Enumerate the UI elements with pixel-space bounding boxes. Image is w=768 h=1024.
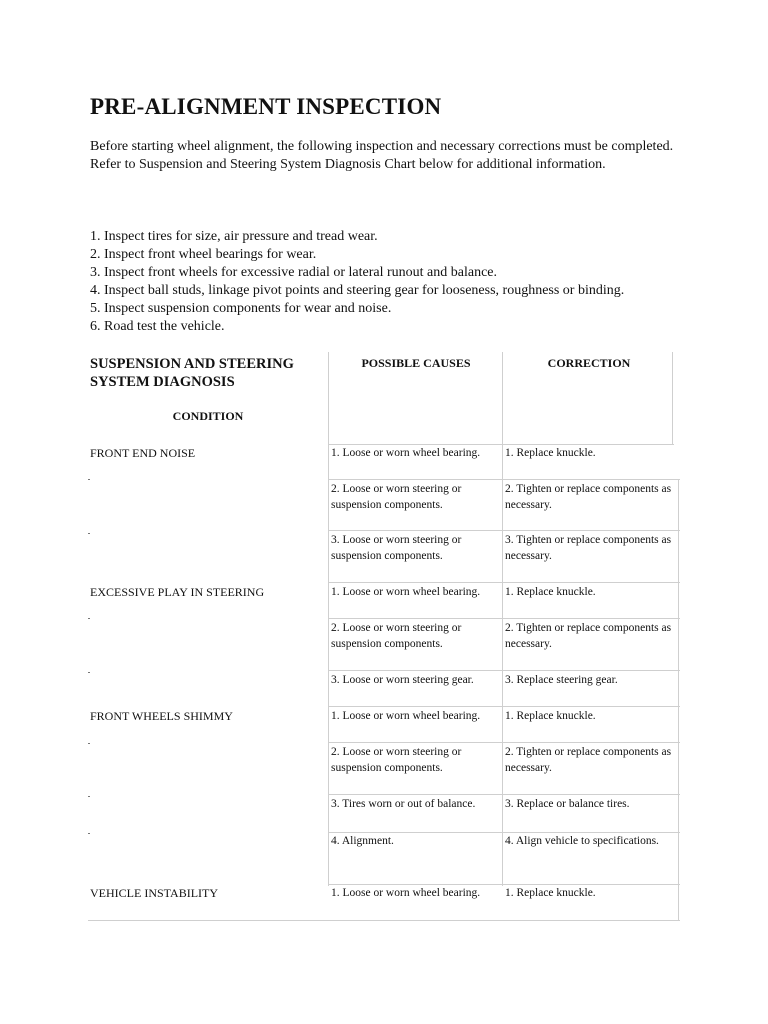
intro-paragraph: Before starting wheel alignment, the following inspection and necessary corrections must be completed. Refer to Suspension and Steering System Diagnosis Chart below for additional information. bbox=[90, 139, 674, 172]
condition-front-wheels-shimmy: FRONT WHEELS SHIMMY bbox=[90, 709, 233, 723]
table-cell-correction: 3. Replace steering gear. bbox=[505, 674, 618, 686]
table-divider bbox=[328, 706, 680, 707]
table-cell-correction: 1. Replace knuckle. bbox=[505, 447, 596, 459]
condition-vehicle-instability: VEHICLE INSTABILITY bbox=[90, 886, 219, 900]
table-title: SUSPENSION AND STEERING SYSTEM DIAGNOSIS bbox=[90, 356, 294, 390]
condition-front-end-noise: FRONT END NOISE bbox=[90, 446, 196, 460]
table-tick bbox=[88, 833, 90, 834]
table-cell-cause: 1. Loose or worn wheel bearing. bbox=[331, 447, 481, 459]
table-divider bbox=[678, 480, 679, 920]
table-divider bbox=[328, 742, 680, 743]
column-header-causes: POSSIBLE CAUSES bbox=[361, 356, 471, 370]
list-item: 1. Inspect tires for size, air pressure and tread wear. bbox=[90, 229, 378, 244]
table-tick bbox=[88, 618, 90, 619]
list-item: 4. Inspect ball studs, linkage pivot points and steering gear for looseness, roughness or binding. bbox=[90, 283, 625, 298]
table-cell-cause: 1. Loose or worn wheel bearing. bbox=[331, 586, 481, 598]
table-divider bbox=[328, 884, 680, 885]
column-header-condition: CONDITION bbox=[172, 409, 244, 423]
table-divider bbox=[328, 618, 680, 619]
table-divider bbox=[328, 794, 680, 795]
condition-excessive-play: EXCESSIVE PLAY IN STEERING bbox=[90, 585, 265, 599]
table-cell-correction: 4. Align vehicle to specifications. bbox=[505, 835, 659, 847]
table-cell-cause: 1. Loose or worn wheel bearing. bbox=[331, 710, 481, 722]
table-tick bbox=[88, 533, 90, 534]
table-cell-cause: 3. Loose or worn steering or suspension components. bbox=[331, 534, 462, 562]
table-cell-correction: 2. Tighten or replace components as necessary. bbox=[505, 622, 672, 650]
list-item: 6. Road test the vehicle. bbox=[90, 319, 225, 334]
table-tick bbox=[88, 743, 90, 744]
table-cell-cause: 2. Loose or worn steering or suspension components. bbox=[331, 622, 462, 650]
table-divider bbox=[328, 832, 680, 833]
table-divider bbox=[328, 352, 329, 886]
table-cell-cause: 3. Loose or worn steering gear. bbox=[331, 674, 474, 686]
table-cell-correction: 1. Replace knuckle. bbox=[505, 586, 596, 598]
column-header-correction: CORRECTION bbox=[547, 356, 631, 370]
diagnosis-table bbox=[88, 352, 680, 922]
table-cell-cause: 1. Loose or worn wheel bearing. bbox=[331, 887, 481, 899]
table-cell-correction: 3. Replace or balance tires. bbox=[505, 798, 630, 810]
table-tick bbox=[88, 796, 90, 797]
page-title: PRE-ALIGNMENT INSPECTION bbox=[90, 94, 442, 119]
table-cell-cause: 2. Loose or worn steering or suspension components. bbox=[331, 483, 462, 511]
table-divider bbox=[502, 352, 503, 886]
table-divider bbox=[328, 444, 674, 445]
table-tick bbox=[88, 479, 90, 480]
list-item: 3. Inspect front wheels for excessive radial or lateral runout and balance. bbox=[90, 265, 497, 280]
table-tick bbox=[88, 672, 90, 673]
table-cell-correction: 1. Replace knuckle. bbox=[505, 710, 596, 722]
table-cell-correction: 1. Replace knuckle. bbox=[505, 887, 596, 899]
table-cell-correction: 3. Tighten or replace components as necessary. bbox=[505, 534, 672, 562]
table-cell-cause: 3. Tires worn or out of balance. bbox=[331, 798, 476, 810]
table-cell-cause: 2. Loose or worn steering or suspension components. bbox=[331, 746, 462, 774]
inspection-steps-list bbox=[90, 228, 690, 336]
table-cell-correction: 2. Tighten or replace components as necessary. bbox=[505, 746, 672, 774]
list-item: 5. Inspect suspension components for wear and noise. bbox=[90, 301, 392, 316]
table-cell-correction: 2. Tighten or replace components as necessary. bbox=[505, 483, 672, 511]
table-divider bbox=[328, 479, 680, 480]
list-item: 2. Inspect front wheel bearings for wear. bbox=[90, 247, 317, 262]
table-divider bbox=[88, 920, 680, 921]
table-cell-cause: 4. Alignment. bbox=[331, 835, 394, 847]
table-divider bbox=[328, 530, 680, 531]
table-divider bbox=[328, 670, 680, 671]
table-divider bbox=[328, 582, 680, 583]
